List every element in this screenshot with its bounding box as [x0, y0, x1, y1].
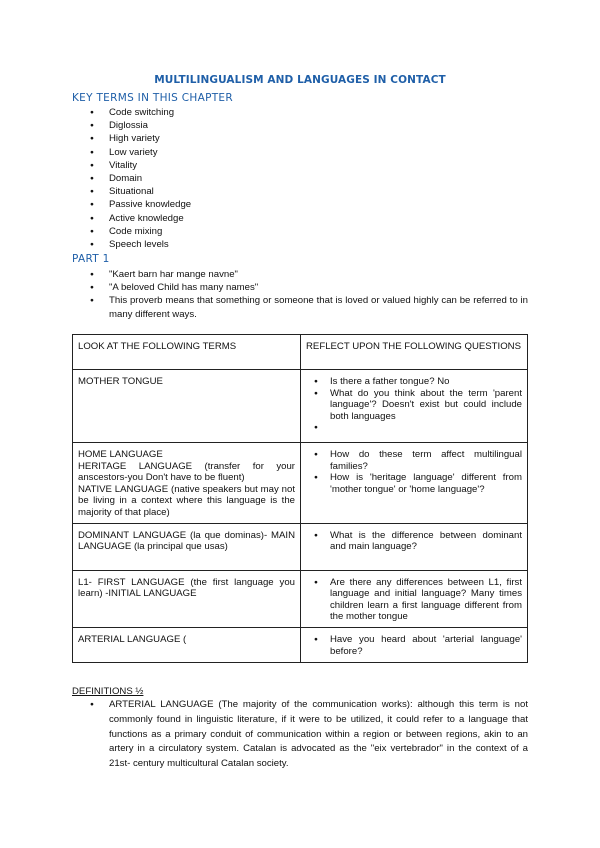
page-title: MULTILINGUALISM AND LANGUAGES IN CONTACT [154, 74, 446, 86]
table-row [73, 523, 528, 570]
question-item: ● How is 'heritage language' different from 'mother tongue' or 'home language'? [306, 472, 522, 495]
list-item: ● Code switching [90, 106, 191, 119]
table-header-row [73, 335, 528, 370]
question-item: ● Have you heard about 'arterial language' before? [306, 634, 522, 657]
list-item: ● Low variety [90, 146, 191, 159]
question-item [306, 422, 522, 434]
list-item: ● Passive knowledge [90, 198, 191, 211]
table-row [73, 627, 528, 662]
table-row [73, 443, 528, 524]
list-item: ● Speech levels [90, 238, 191, 251]
term-cell: MOTHER TONGUE [73, 370, 301, 443]
list-item: ● Diglossia [90, 119, 191, 132]
header-cell-questions: REFLECT UPON THE FOLLOWING QUESTIONS [301, 335, 528, 370]
list-item: ● "A beloved Child has many names" [90, 281, 528, 294]
term-cell: HOME LANGUAGE HERITAGE LANGUAGE (transfer for your anscestors-you Don't have to be fluent) NATIVE LANGUAGE (native speakers but may not be living in a context where this language is the majority of that place) [73, 443, 301, 524]
question-item: ● How do these term affect multilingual families? [306, 449, 522, 472]
list-item: ● Code mixing [90, 225, 191, 238]
list-item: ● Situational [90, 185, 191, 198]
table-row [73, 370, 528, 443]
table-row [73, 570, 528, 627]
question-cell [301, 523, 528, 570]
question-item: ● Are there any differences between L1, first language and initial language? Many times children learn a first language different from the mother tongue [306, 577, 522, 623]
definition-item: ● ARTERIAL LANGUAGE (The majority of the communication works): although this term is not commonly found in linguistic literature, if it were to be utilized, it could refer to a language that functions as a primary conduit of communication within a region or between regions, akin to an artery in a circulatory system. Catalan is advocated as the "eix vertebrador" in the context of a 21st- century multicultural Catalan society. [90, 698, 528, 772]
list-item: ● Vitality [90, 159, 191, 172]
list-item: ● "Kaert barn har mange navne" [90, 268, 528, 281]
definitions-heading: DEFINITIONS ½ [72, 686, 144, 697]
definitions-list [90, 698, 528, 772]
part1-list [90, 268, 528, 321]
list-item: ● Domain [90, 172, 191, 185]
question-item: ● What is the difference between dominant and main language? [306, 530, 522, 553]
key-terms-heading: KEY TERMS IN THIS CHAPTER [72, 92, 233, 104]
question-cell [301, 443, 528, 524]
question-item: ● Is there a father tongue? No [306, 376, 522, 388]
terms-table [72, 334, 528, 663]
term-cell: ARTERIAL LANGUAGE ( [73, 627, 301, 662]
list-item: ● High variety [90, 132, 191, 145]
question-cell [301, 370, 528, 443]
term-cell: L1- FIRST LANGUAGE (the first language you learn) -INITIAL LANGUAGE [73, 570, 301, 627]
question-cell [301, 627, 528, 662]
list-item: ● Active knowledge [90, 212, 191, 225]
term-cell: DOMINANT LANGUAGE (la que dominas)- MAIN LANGUAGE (la principal que usas) [73, 523, 301, 570]
question-cell [301, 570, 528, 627]
list-item: ● This proverb means that something or someone that is loved or valued highly can be referred to in many different ways. [90, 294, 528, 320]
key-terms-list [90, 106, 191, 251]
part1-heading: PART 1 [72, 253, 110, 265]
header-cell-terms: LOOK AT THE FOLLOWING TERMS [73, 335, 301, 370]
question-item: ● What do you think about the term 'parent language'? Doesn't exist but could include both languages [306, 388, 522, 423]
